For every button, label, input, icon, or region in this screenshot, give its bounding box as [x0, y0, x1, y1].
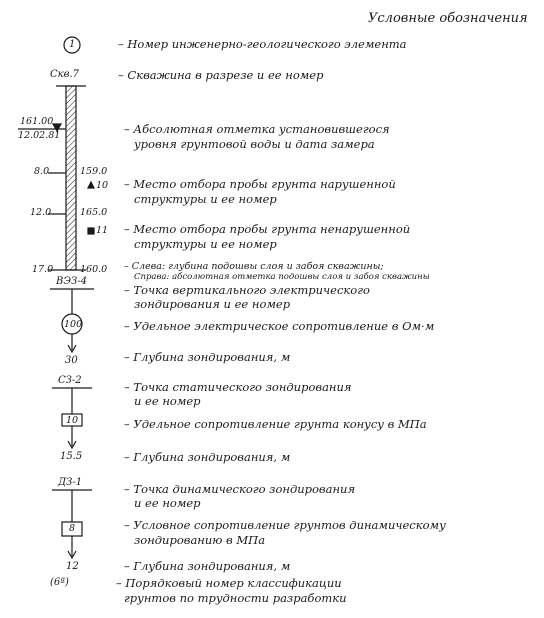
- dynamic-depth-value: 12: [66, 561, 79, 572]
- water-date: 12.02.81: [18, 130, 61, 141]
- disturbed-description-line1: – Место отбора пробы грунта нарушенной: [124, 177, 396, 191]
- ves-depth-description: – Глубина зондирования, м: [124, 350, 291, 364]
- dynamic-resistance-description-line2: зондированию в МПа: [134, 533, 266, 547]
- layer-base-depth: 17.0: [32, 264, 54, 275]
- disturbed-sample-icon: [88, 182, 94, 188]
- cone-resistance-description: – Удельное сопротивление грунта конусу в МПа: [124, 417, 427, 431]
- water-description-line2: уровня грунтовой воды и дата замера: [134, 137, 375, 151]
- water-description-line1: – Абсолютная отметка установившегося: [124, 122, 390, 136]
- ige-description: – Номер инженерно-геологического элемента: [118, 37, 407, 51]
- undisturbed-description-line1: – Место отбора пробы грунта ненарушенной: [124, 222, 411, 236]
- resistivity-value: 100: [64, 319, 83, 330]
- disturbed-description-line2: структуры и ее номер: [134, 192, 277, 206]
- undisturbed-depth: 12.0: [30, 207, 52, 218]
- undisturbed-number: 11: [96, 225, 109, 236]
- dynamic-resistance-value: 8: [69, 523, 76, 534]
- disturbed-depth: 8.0: [34, 166, 50, 177]
- water-elevation: 161.00: [20, 116, 54, 127]
- undisturbed-elevation: 165.0: [80, 207, 108, 218]
- static-depth-description: – Глубина зондирования, м: [124, 450, 291, 464]
- ige-number: 1: [69, 39, 76, 50]
- disturbed-number: 10: [96, 180, 109, 191]
- dynamic-label: ДЗ-1: [58, 477, 83, 488]
- legend-title: Условные обозначения: [368, 11, 528, 26]
- undisturbed-sample-icon: [88, 228, 94, 234]
- soil-class-description-line1: – Порядковый номер классификации: [116, 576, 342, 590]
- ves-depth-value: 30: [65, 355, 78, 366]
- static-description-line2: и ее номер: [134, 394, 201, 408]
- disturbed-elevation: 159.0: [80, 166, 108, 177]
- ves-label: ВЭЗ-4: [56, 276, 87, 287]
- layer-base-elevation: 160.0: [80, 264, 108, 275]
- borehole-label: Скв.7: [50, 69, 79, 80]
- static-depth-value: 15.5: [60, 451, 83, 462]
- undisturbed-description-line2: структуры и ее номер: [134, 237, 277, 251]
- layer-base-description-line2: Справа: абсолютная отметка подошвы слоя и забоя скважины: [134, 272, 430, 282]
- ves-description-line2: зондирования и ее номер: [134, 297, 291, 311]
- soil-class-value: (6ª): [50, 577, 69, 588]
- static-label: СЗ-2: [58, 375, 82, 386]
- borehole-column-hatch: [66, 86, 76, 270]
- borehole-description: – Скважина в разрезе и ее номер: [118, 68, 324, 82]
- layer-base-description-line1: – Слева: глубина подошвы слоя и забоя скважины;: [124, 261, 384, 272]
- dynamic-resistance-description-line1: – Условное сопротивление грунтов динамическому: [124, 518, 446, 532]
- resistivity-description: – Удельное электрическое сопротивление в Ом·м: [124, 319, 435, 333]
- static-description-line1: – Точка статического зондирования: [124, 380, 352, 394]
- dynamic-depth-description: – Глубина зондирования, м: [124, 559, 291, 573]
- dynamic-description-line2: и ее номер: [134, 496, 201, 510]
- dynamic-description-line1: – Точка динамического зондирования: [124, 482, 356, 496]
- cone-resistance-value: 10: [66, 415, 79, 426]
- soil-class-description-line2: грунтов по трудности разработки: [124, 591, 347, 605]
- ves-description-line1: – Точка вертикального электрического: [124, 283, 370, 297]
